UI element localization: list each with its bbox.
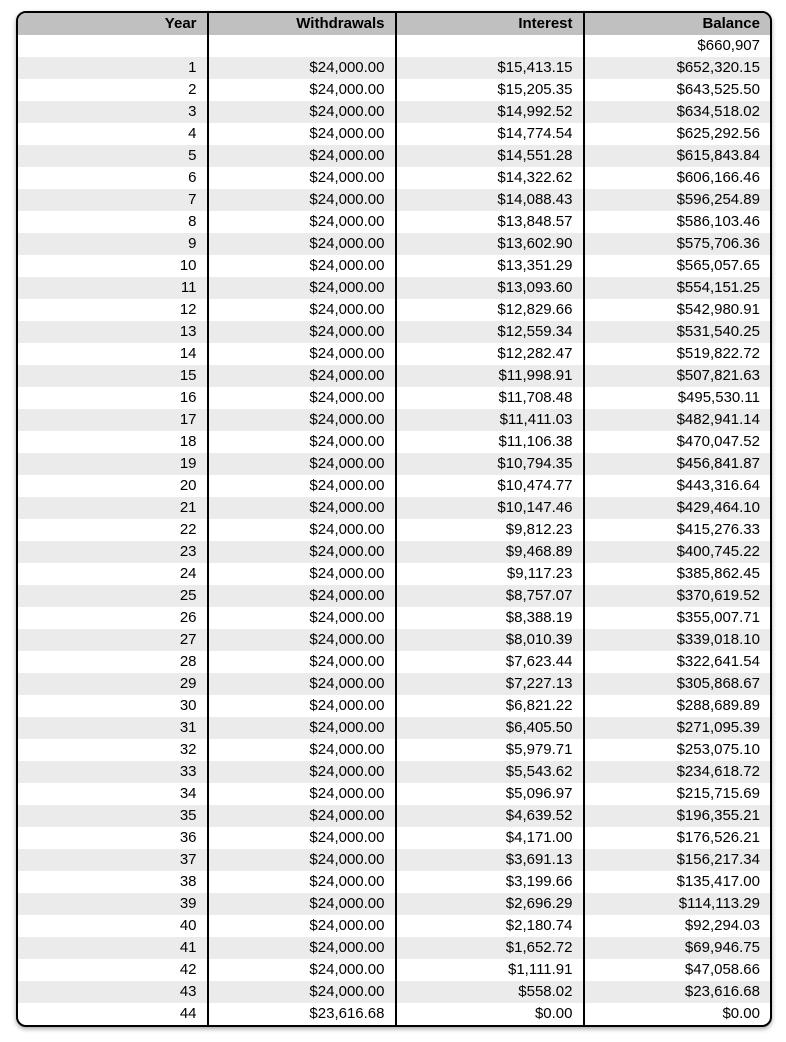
balance-cell: $575,706.36 <box>676 235 760 252</box>
year-cell: 36 <box>18 827 208 849</box>
withdrawals-cell: $24,000.00 <box>208 937 396 959</box>
year-cell: 44 <box>18 1003 208 1025</box>
balance-cell: $215,715.69 <box>676 785 760 802</box>
table-row <box>18 607 770 629</box>
interest-cell: $9,468.89 <box>396 541 584 563</box>
balance-cell: $652,320.15 <box>676 59 760 76</box>
balance-cell: $385,862.45 <box>676 565 760 582</box>
year-cell: 1 <box>18 57 208 79</box>
balance-cell: $615,843.84 <box>676 147 760 164</box>
year-cell: 10 <box>18 255 208 277</box>
balance-cell: $23,616.68 <box>684 983 760 1000</box>
year-cell: 30 <box>18 695 208 717</box>
interest-cell: $14,774.54 <box>396 123 584 145</box>
year-cell <box>18 35 208 57</box>
withdrawals-cell <box>208 35 396 57</box>
year-cell: 22 <box>18 519 208 541</box>
withdrawals-cell: $24,000.00 <box>208 717 396 739</box>
year-cell: 28 <box>18 651 208 673</box>
interest-cell: $14,992.52 <box>396 101 584 123</box>
withdrawals-cell: $24,000.00 <box>208 321 396 343</box>
year-cell: 26 <box>18 607 208 629</box>
interest-cell: $13,848.57 <box>396 211 584 233</box>
interest-cell: $5,979.71 <box>396 739 584 761</box>
interest-cell: $558.02 <box>396 981 584 1003</box>
interest-cell: $4,171.00 <box>396 827 584 849</box>
table-row <box>18 585 770 607</box>
balance-cell: $643,525.50 <box>676 81 760 98</box>
interest-cell: $5,096.97 <box>396 783 584 805</box>
year-cell: 31 <box>18 717 208 739</box>
table-row <box>18 409 770 431</box>
withdrawals-cell: $24,000.00 <box>208 915 396 937</box>
year-cell: 21 <box>18 497 208 519</box>
year-cell: 16 <box>18 387 208 409</box>
table-row <box>18 79 770 101</box>
withdrawals-cell: $24,000.00 <box>208 387 396 409</box>
withdrawals-cell: $24,000.00 <box>208 145 396 167</box>
year-cell: 17 <box>18 409 208 431</box>
table-row <box>18 453 770 475</box>
withdrawals-cell: $24,000.00 <box>208 563 396 585</box>
table-row <box>18 475 770 497</box>
table-row <box>18 145 770 167</box>
table-row <box>18 695 770 717</box>
balance-cell: $470,047.52 <box>676 433 760 450</box>
interest-cell: $9,812.23 <box>396 519 584 541</box>
year-cell: 20 <box>18 475 208 497</box>
year-cell: 6 <box>18 167 208 189</box>
year-cell: 4 <box>18 123 208 145</box>
year-cell: 42 <box>18 959 208 981</box>
withdrawals-cell: $24,000.00 <box>208 893 396 915</box>
interest-cell: $13,351.29 <box>396 255 584 277</box>
balance-cell: $69,946.75 <box>684 939 760 956</box>
interest-cell: $14,551.28 <box>396 145 584 167</box>
table-row <box>18 35 770 57</box>
interest-cell: $1,652.72 <box>396 937 584 959</box>
year-cell: 13 <box>18 321 208 343</box>
year-cell: 24 <box>18 563 208 585</box>
balance-cell: $660,907 <box>697 37 760 54</box>
balance-cell: $0.00 <box>722 1005 760 1022</box>
withdrawals-cell: $24,000.00 <box>208 519 396 541</box>
year-cell: 35 <box>18 805 208 827</box>
withdrawals-cell: $24,000.00 <box>208 629 396 651</box>
withdrawals-cell: $24,000.00 <box>208 607 396 629</box>
balance-cell: $507,821.63 <box>676 367 760 384</box>
withdrawal-schedule-table <box>18 13 770 1025</box>
balance-cell: $370,619.52 <box>676 587 760 604</box>
balance-cell: $634,518.02 <box>676 103 760 120</box>
balance-cell: $114,113.29 <box>678 895 760 912</box>
withdrawals-cell: $24,000.00 <box>208 871 396 893</box>
interest-cell: $8,388.19 <box>396 607 584 629</box>
withdrawals-cell: $24,000.00 <box>208 255 396 277</box>
withdrawals-cell: $24,000.00 <box>208 761 396 783</box>
balance-cell: $288,689.89 <box>676 697 760 714</box>
year-cell: 2 <box>18 79 208 101</box>
table-row <box>18 783 770 805</box>
table-row <box>18 871 770 893</box>
balance-cell: $196,355.21 <box>676 807 760 824</box>
withdrawals-cell: $24,000.00 <box>208 343 396 365</box>
table-row <box>18 321 770 343</box>
interest-cell: $3,691.13 <box>396 849 584 871</box>
table-row <box>18 255 770 277</box>
table-row <box>18 651 770 673</box>
interest-cell: $15,205.35 <box>396 79 584 101</box>
table-row <box>18 123 770 145</box>
withdrawals-cell: $24,000.00 <box>208 101 396 123</box>
table-row <box>18 959 770 981</box>
table-row <box>18 497 770 519</box>
withdrawals-cell: $24,000.00 <box>208 497 396 519</box>
header-interest: Interest <box>396 13 584 35</box>
year-cell: 15 <box>18 365 208 387</box>
year-cell: 39 <box>18 893 208 915</box>
header-row <box>18 13 770 35</box>
balance-cell: $519,822.72 <box>676 345 760 362</box>
year-cell: 23 <box>18 541 208 563</box>
year-cell: 3 <box>18 101 208 123</box>
year-cell: 14 <box>18 343 208 365</box>
table-row <box>18 717 770 739</box>
year-cell: 33 <box>18 761 208 783</box>
interest-cell: $14,322.62 <box>396 167 584 189</box>
table-row <box>18 563 770 585</box>
balance-cell: $355,007.71 <box>676 609 760 626</box>
withdrawals-cell: $24,000.00 <box>208 277 396 299</box>
interest-cell: $5,543.62 <box>396 761 584 783</box>
withdrawal-schedule-container <box>16 11 772 1027</box>
year-cell: 40 <box>18 915 208 937</box>
withdrawals-cell: $24,000.00 <box>208 453 396 475</box>
table-row <box>18 981 770 1003</box>
table-row <box>18 673 770 695</box>
balance-cell: $322,641.54 <box>676 653 760 670</box>
table-row <box>18 431 770 453</box>
withdrawals-cell: $24,000.00 <box>208 849 396 871</box>
table-row <box>18 519 770 541</box>
table-row <box>18 387 770 409</box>
balance-cell: $429,464.10 <box>676 499 760 516</box>
table-row <box>18 629 770 651</box>
withdrawals-cell: $24,000.00 <box>208 233 396 255</box>
table-row <box>18 101 770 123</box>
withdrawals-cell: $24,000.00 <box>208 959 396 981</box>
balance-cell: $586,103.46 <box>676 213 760 230</box>
table-row <box>18 893 770 915</box>
balance-cell: $596,254.89 <box>676 191 760 208</box>
table-row <box>18 541 770 563</box>
interest-cell: $13,093.60 <box>396 277 584 299</box>
interest-cell: $7,623.44 <box>396 651 584 673</box>
withdrawals-cell: $24,000.00 <box>208 739 396 761</box>
withdrawals-cell: $24,000.00 <box>208 123 396 145</box>
year-cell: 32 <box>18 739 208 761</box>
table-row <box>18 343 770 365</box>
table-row <box>18 915 770 937</box>
table-row <box>18 57 770 79</box>
withdrawals-cell: $24,000.00 <box>208 189 396 211</box>
balance-cell: $135,417.00 <box>676 873 760 890</box>
year-cell: 38 <box>18 871 208 893</box>
interest-cell: $13,602.90 <box>396 233 584 255</box>
header-year: Year <box>18 13 208 35</box>
table-row <box>18 189 770 211</box>
table-row <box>18 805 770 827</box>
interest-cell: $2,696.29 <box>396 893 584 915</box>
balance-cell: $531,540.25 <box>676 323 760 340</box>
interest-cell: $2,180.74 <box>396 915 584 937</box>
withdrawals-cell: $24,000.00 <box>208 585 396 607</box>
table-row <box>18 827 770 849</box>
withdrawals-cell: $24,000.00 <box>208 211 396 233</box>
header-withdrawals: Withdrawals <box>208 13 396 35</box>
balance-cell: $305,868.67 <box>676 675 760 692</box>
interest-cell: $11,998.91 <box>396 365 584 387</box>
balance-cell: $625,292.56 <box>676 125 760 142</box>
balance-cell: $606,166.46 <box>676 169 760 186</box>
balance-cell: $156,217.34 <box>676 851 760 868</box>
interest-cell: $11,708.48 <box>396 387 584 409</box>
table-row <box>18 233 770 255</box>
withdrawals-cell: $24,000.00 <box>208 651 396 673</box>
year-cell: 18 <box>18 431 208 453</box>
balance-cell: $253,075.10 <box>676 741 760 758</box>
table-row <box>18 849 770 871</box>
table-row <box>18 299 770 321</box>
interest-cell: $7,227.13 <box>396 673 584 695</box>
balance-cell: $542,980.91 <box>676 301 760 318</box>
table-row <box>18 937 770 959</box>
withdrawals-cell: $24,000.00 <box>208 475 396 497</box>
year-cell: 43 <box>18 981 208 1003</box>
table-row <box>18 1003 770 1025</box>
withdrawals-cell: $24,000.00 <box>208 167 396 189</box>
balance-cell: $234,618.72 <box>676 763 760 780</box>
withdrawals-cell: $24,000.00 <box>208 541 396 563</box>
balance-cell: $565,057.65 <box>676 257 760 274</box>
year-cell: 19 <box>18 453 208 475</box>
withdrawals-cell: $24,000.00 <box>208 57 396 79</box>
header-balance: Balance <box>584 13 771 35</box>
year-cell: 8 <box>18 211 208 233</box>
balance-cell: $456,841.87 <box>676 455 760 472</box>
withdrawals-cell: $24,000.00 <box>208 431 396 453</box>
balance-cell: $482,941.14 <box>676 411 760 428</box>
table-row <box>18 167 770 189</box>
withdrawals-cell: $23,616.68 <box>208 1003 396 1025</box>
withdrawals-cell: $24,000.00 <box>208 827 396 849</box>
interest-cell: $4,639.52 <box>396 805 584 827</box>
interest-cell: $10,147.46 <box>396 497 584 519</box>
interest-cell: $10,794.35 <box>396 453 584 475</box>
balance-cell: $92,294.03 <box>684 917 760 934</box>
interest-cell: $6,405.50 <box>396 717 584 739</box>
balance-cell: $339,018.10 <box>676 631 760 648</box>
year-cell: 37 <box>18 849 208 871</box>
balance-cell: $176,526.21 <box>676 829 760 846</box>
interest-cell: $3,199.66 <box>396 871 584 893</box>
withdrawals-cell: $24,000.00 <box>208 365 396 387</box>
interest-cell: $14,088.43 <box>396 189 584 211</box>
year-cell: 9 <box>18 233 208 255</box>
withdrawals-cell: $24,000.00 <box>208 805 396 827</box>
balance-cell: $495,530.11 <box>677 389 760 406</box>
interest-cell: $0.00 <box>396 1003 584 1025</box>
year-cell: 12 <box>18 299 208 321</box>
interest-cell: $8,010.39 <box>396 629 584 651</box>
interest-cell: $1,111.91 <box>396 959 584 981</box>
year-cell: 34 <box>18 783 208 805</box>
year-cell: 11 <box>18 277 208 299</box>
balance-cell: $443,316.64 <box>676 477 760 494</box>
table-row <box>18 211 770 233</box>
interest-cell: $11,106.38 <box>396 431 584 453</box>
withdrawals-cell: $24,000.00 <box>208 79 396 101</box>
year-cell: 29 <box>18 673 208 695</box>
year-cell: 27 <box>18 629 208 651</box>
balance-cell: $554,151.25 <box>676 279 760 296</box>
balance-cell: $415,276.33 <box>676 521 760 538</box>
interest-cell: $9,117.23 <box>396 563 584 585</box>
withdrawals-cell: $24,000.00 <box>208 409 396 431</box>
withdrawals-cell: $24,000.00 <box>208 299 396 321</box>
interest-cell: $6,821.22 <box>396 695 584 717</box>
balance-cell: $271,095.39 <box>676 719 760 736</box>
withdrawals-cell: $24,000.00 <box>208 695 396 717</box>
interest-cell: $15,413.15 <box>396 57 584 79</box>
withdrawals-cell: $24,000.00 <box>208 673 396 695</box>
withdrawals-cell: $24,000.00 <box>208 981 396 1003</box>
balance-cell: $47,058.66 <box>684 961 760 978</box>
year-cell: 25 <box>18 585 208 607</box>
balance-cell: $400,745.22 <box>676 543 760 560</box>
year-cell: 5 <box>18 145 208 167</box>
interest-cell: $12,829.66 <box>396 299 584 321</box>
interest-cell: $10,474.77 <box>396 475 584 497</box>
interest-cell: $11,411.03 <box>396 409 584 431</box>
interest-cell: $12,559.34 <box>396 321 584 343</box>
interest-cell: $8,757.07 <box>396 585 584 607</box>
table-row <box>18 761 770 783</box>
year-cell: 7 <box>18 189 208 211</box>
withdrawals-cell: $24,000.00 <box>208 783 396 805</box>
table-row <box>18 277 770 299</box>
interest-cell <box>396 35 584 57</box>
table-row <box>18 739 770 761</box>
year-cell: 41 <box>18 937 208 959</box>
table-row <box>18 365 770 387</box>
interest-cell: $12,282.47 <box>396 343 584 365</box>
